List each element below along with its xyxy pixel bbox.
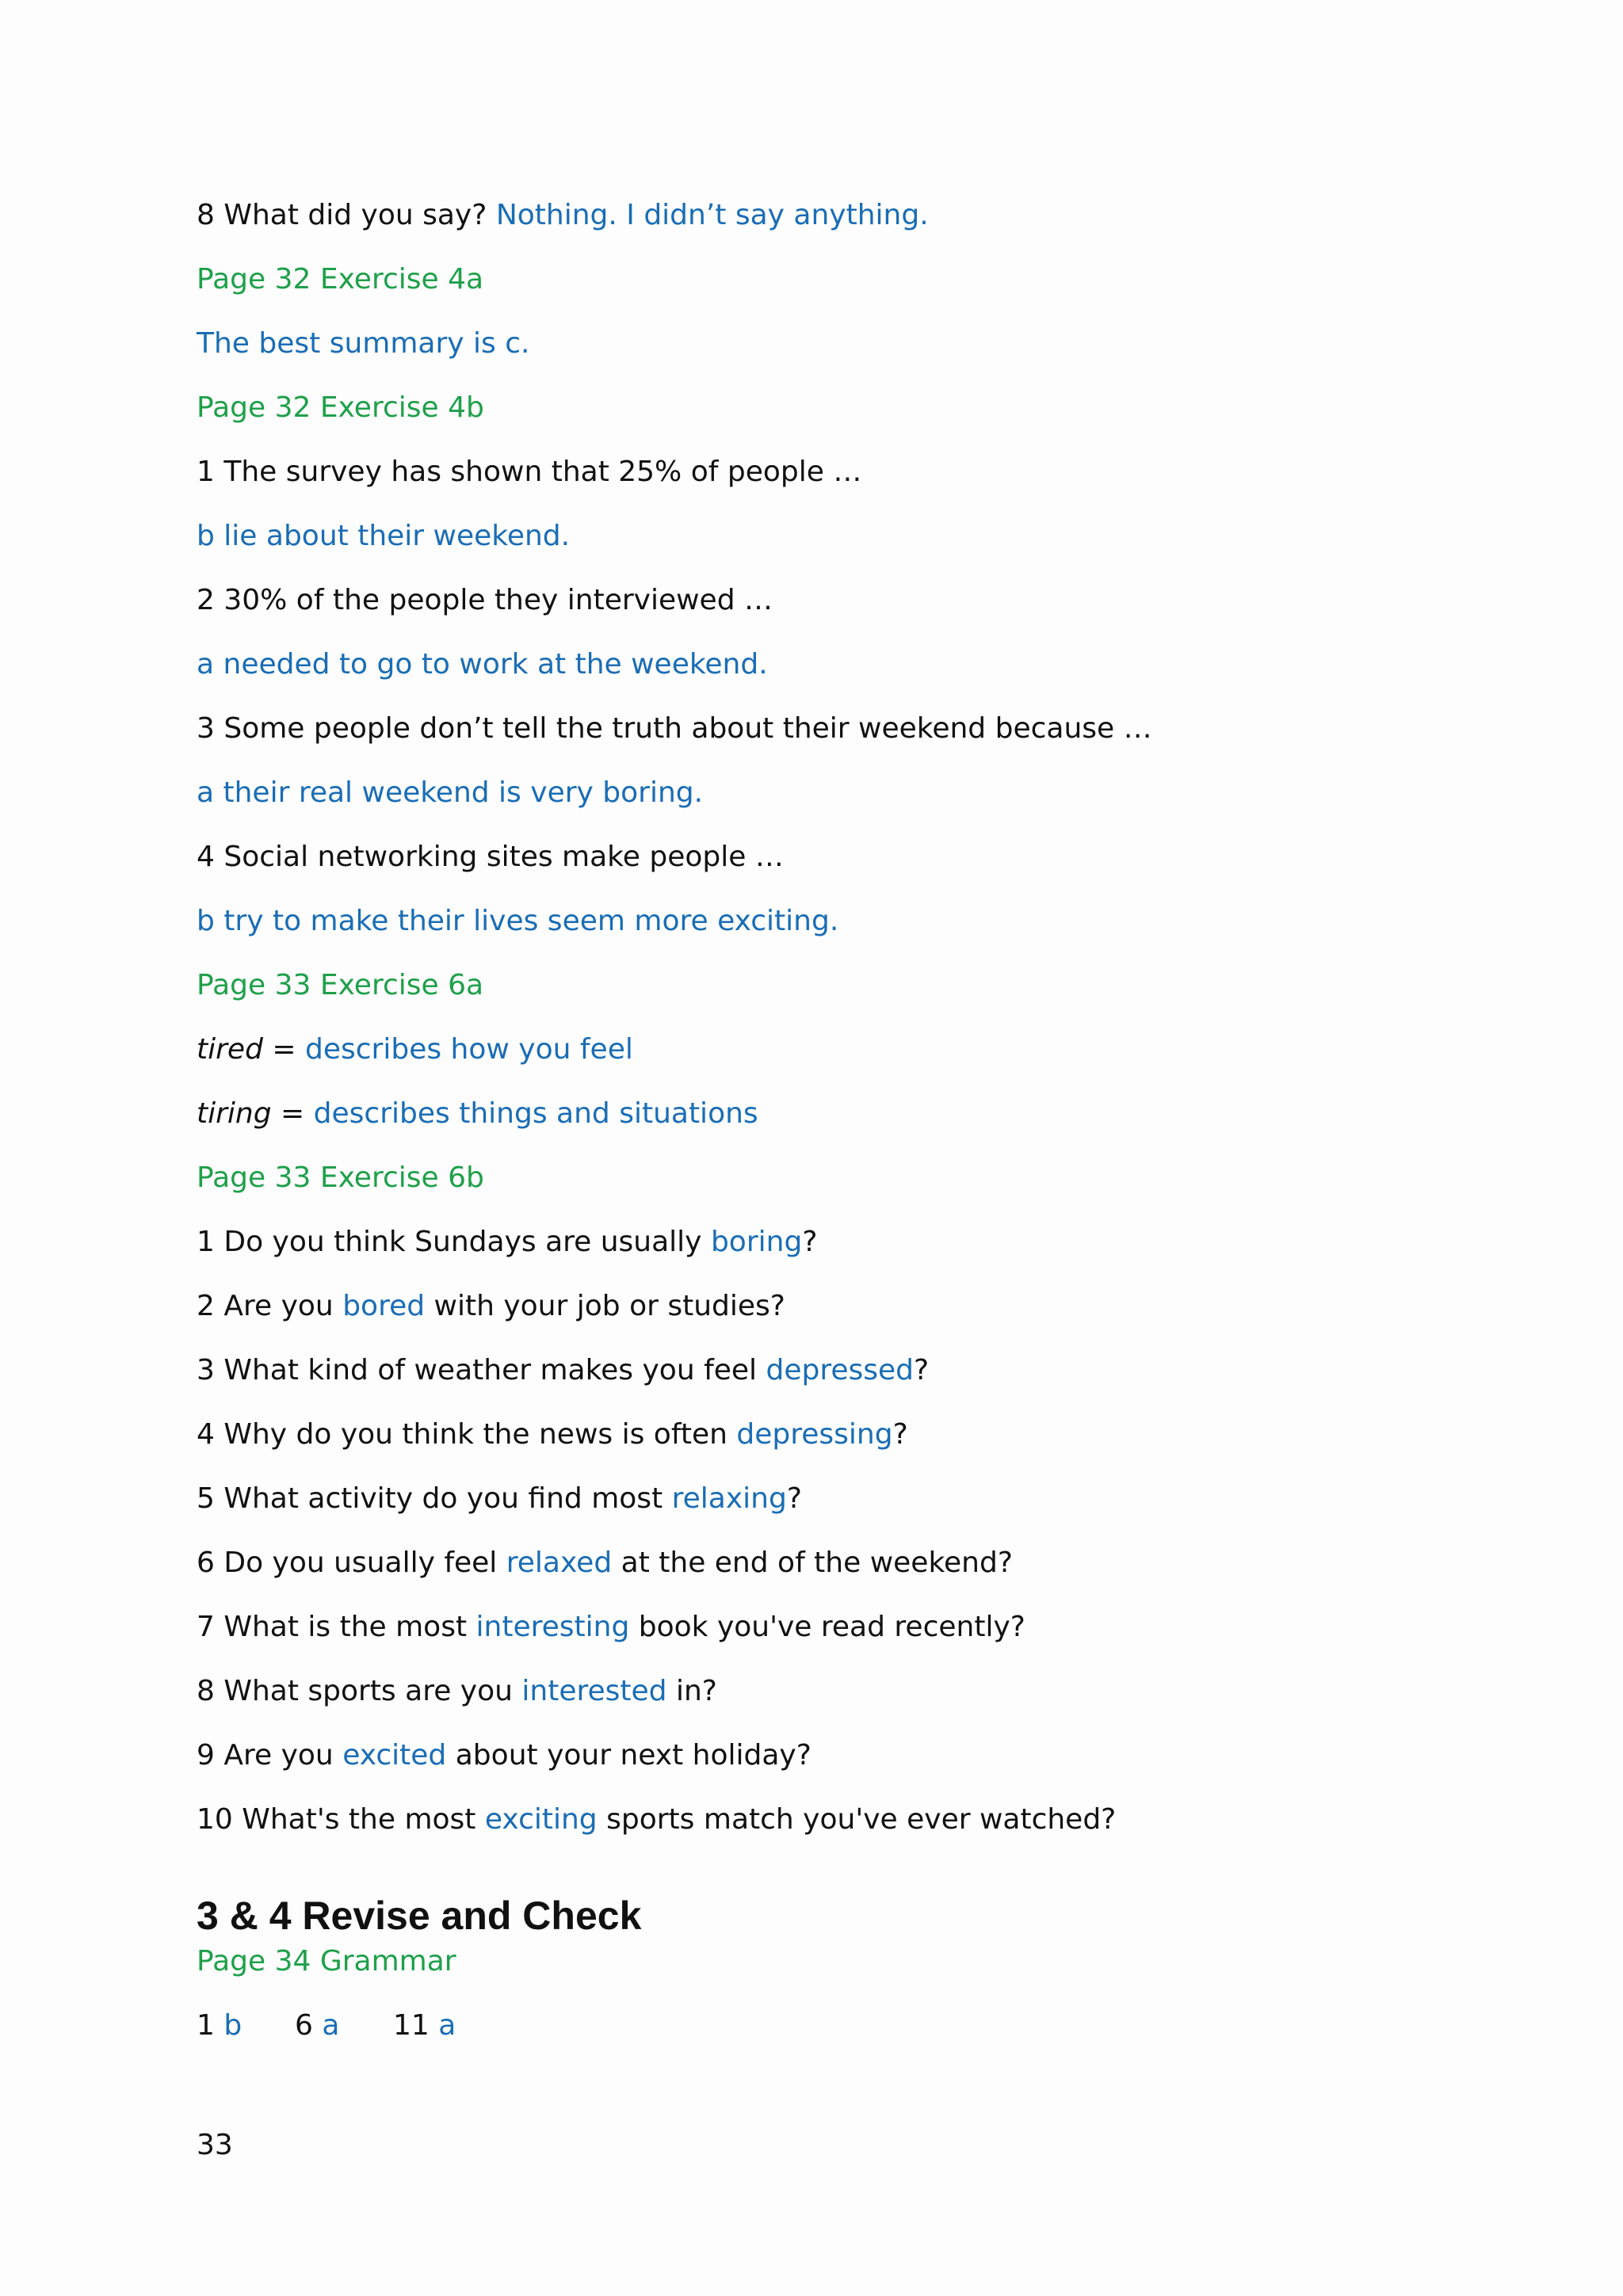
answer-word: interested <box>521 1675 667 1707</box>
question-line <box>197 1482 802 1516</box>
question-text-after: about your next holiday? <box>455 1739 812 1772</box>
question-text-before: 10 What's the most <box>197 1803 476 1836</box>
answer-line: b try to make their lives seem more exciting. <box>197 905 839 937</box>
answer-word: bored <box>342 1290 426 1322</box>
question-text-after: with your job or studies? <box>433 1290 785 1322</box>
exercise-heading: Page 34 Grammar <box>197 1945 456 1978</box>
answer-cell <box>197 2008 242 2043</box>
answer-cell <box>393 2008 456 2043</box>
question-line <box>197 1802 1116 1837</box>
question-line: 1 The survey has shown that 25% of people … <box>197 456 862 488</box>
section-title: 3 & 4 Revise and Check <box>197 1894 642 1938</box>
question-text-after: in? <box>675 1675 717 1707</box>
answer-word: depressed <box>766 1354 915 1386</box>
question-text-after: ? <box>914 1354 930 1386</box>
answer-line: b lie about their weekend. <box>197 520 571 552</box>
question-text-before: 1 Do you think Sundays are usually <box>197 1226 702 1258</box>
answer-word: boring <box>710 1226 803 1258</box>
answer-letter: a <box>438 2009 456 2042</box>
question-text-before: 7 What is the most <box>197 1611 468 1643</box>
answer-word: depressing <box>736 1418 893 1451</box>
vocab-word: tired <box>197 1033 263 1066</box>
question-line: 2 30% of the people they interviewed … <box>197 584 773 616</box>
answer-cell <box>295 2008 339 2043</box>
question-line <box>197 1289 785 1324</box>
equals-sign: = <box>281 1097 305 1130</box>
question-line <box>197 198 929 233</box>
vocab-word: tiring <box>197 1097 272 1130</box>
question-line <box>197 1738 812 1773</box>
answer-number: 11 <box>393 2009 430 2042</box>
question-line <box>197 1674 717 1709</box>
question-text-after: ? <box>802 1226 818 1258</box>
question-line <box>197 1353 929 1388</box>
answer-line: a their real weekend is very boring. <box>197 776 704 809</box>
exercise-heading: Page 33 Exercise 6a <box>197 969 484 1001</box>
answer-line: The best summary is c. <box>197 327 530 360</box>
question-line: 4 Social networking sites make people … <box>197 841 784 873</box>
page-number: 33 <box>197 2129 233 2161</box>
exercise-heading: Page 32 Exercise 4b <box>197 391 484 424</box>
question-text-after: ? <box>786 1482 802 1515</box>
question-text-before: 2 Are you <box>197 1290 334 1322</box>
answer-text: describes things and situations <box>313 1097 758 1130</box>
equals-sign: = <box>272 1033 296 1066</box>
question-text-after: book you've read recently? <box>638 1611 1025 1643</box>
question-line <box>197 1610 1025 1645</box>
answer-letter: b <box>223 2009 242 2042</box>
answer-number: 1 <box>197 2009 215 2042</box>
exercise-heading: Page 32 Exercise 4a <box>197 263 484 296</box>
answer-word: relaxed <box>506 1547 613 1579</box>
answer-text: Nothing. I didn’t say anything. <box>495 199 929 231</box>
question-text-before: 6 Do you usually feel <box>197 1547 498 1579</box>
answer-line: a needed to go to work at the weekend. <box>197 648 768 681</box>
question-text-before: 8 What sports are you <box>197 1675 513 1707</box>
answer-letter: a <box>322 2009 340 2042</box>
question-text-after: sports match you've ever watched? <box>606 1803 1117 1836</box>
answer-text: describes how you feel <box>305 1033 633 1066</box>
definition-line <box>197 1097 758 1131</box>
definition-line <box>197 1032 633 1067</box>
answer-word: interesting <box>475 1611 630 1643</box>
answer-number: 6 <box>295 2009 313 2042</box>
exercise-heading: Page 33 Exercise 6b <box>197 1161 484 1194</box>
question-text-before: 3 What kind of weather makes you feel <box>197 1354 758 1386</box>
question-line <box>197 1225 817 1260</box>
question-prompt: 8 What did you say? <box>197 199 487 231</box>
question-line: 3 Some people don’t tell the truth about their weekend because … <box>197 712 1152 745</box>
question-line <box>197 1546 1013 1581</box>
answer-word: excited <box>342 1739 447 1772</box>
answer-word: exciting <box>484 1803 598 1836</box>
question-text-before: 9 Are you <box>197 1739 334 1772</box>
answer-word: relaxing <box>671 1482 787 1515</box>
question-text-before: 5 What activity do you find most <box>197 1482 663 1515</box>
question-text-before: 4 Why do you think the news is often <box>197 1418 727 1451</box>
question-line <box>197 1417 908 1452</box>
question-text-after: ? <box>892 1418 908 1451</box>
question-text-after: at the end of the weekend? <box>621 1547 1013 1579</box>
